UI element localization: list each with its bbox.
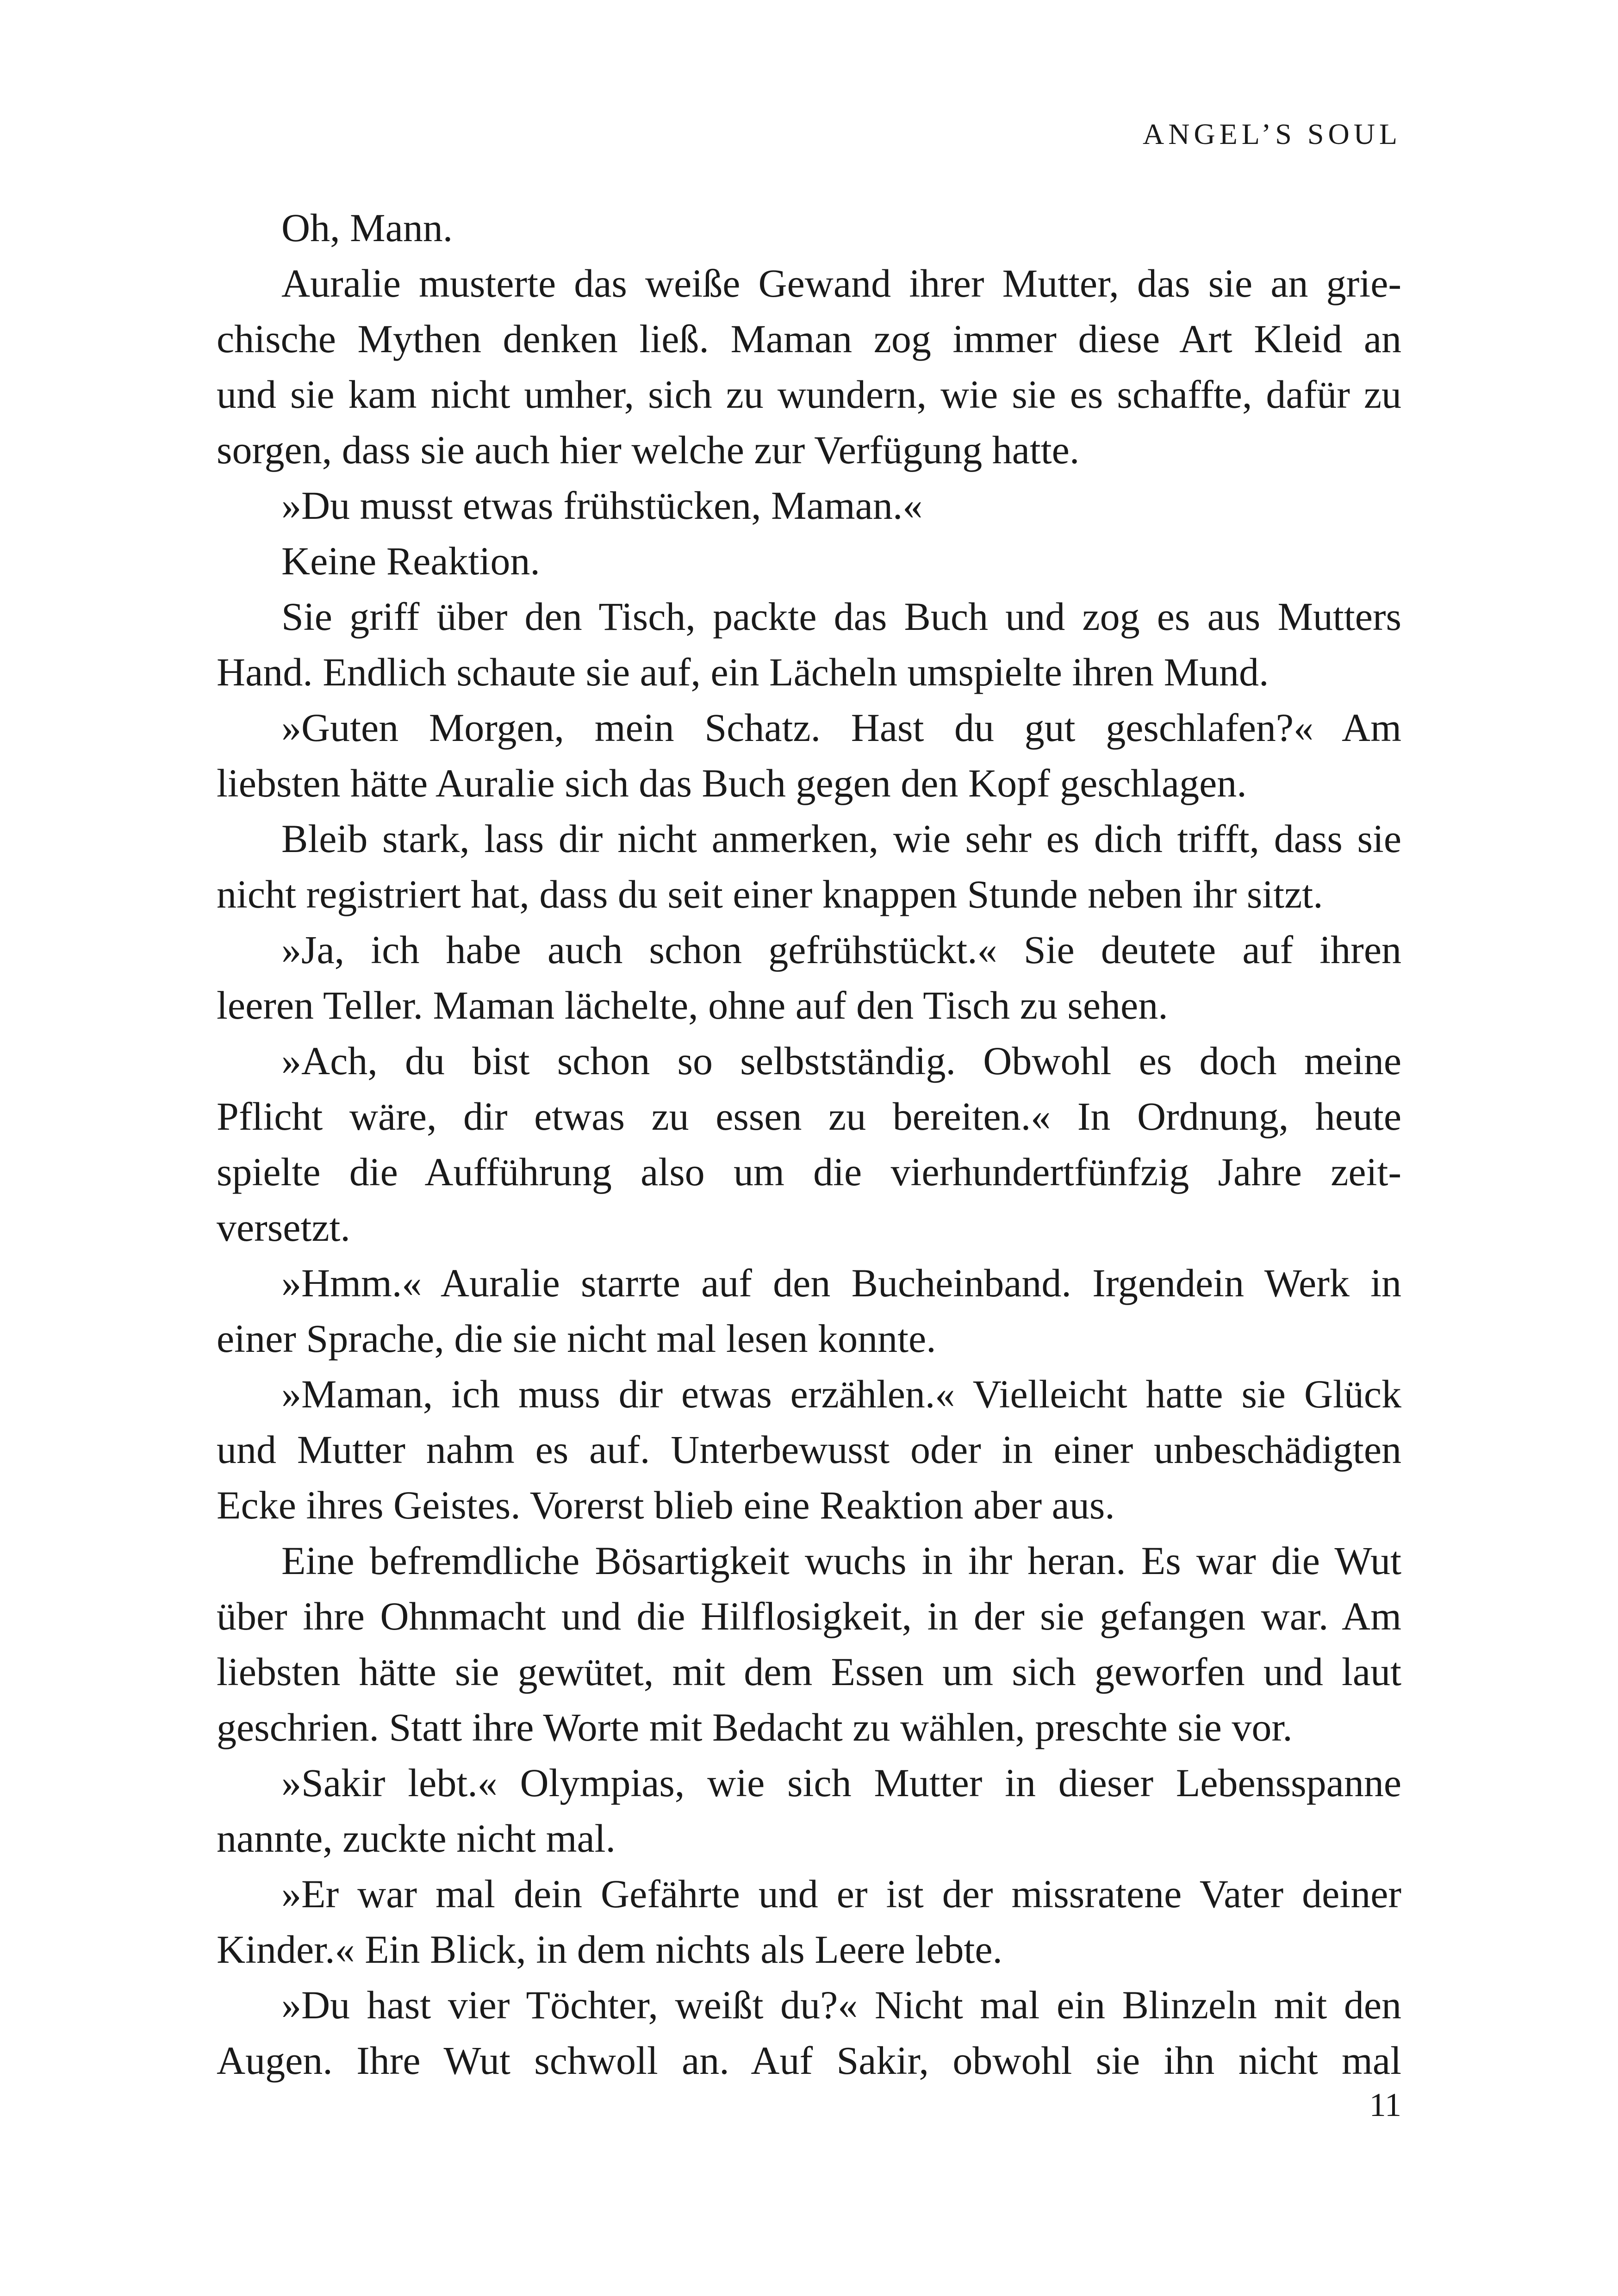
text-line: »Er war mal dein Gefährte und er ist der missratene Vater deiner: [281, 1872, 1401, 1916]
text-line: Pflicht wäre, dir etwas zu essen zu bereiten.« In Ordnung, heute: [217, 1094, 1401, 1139]
text-line: Keine Reaktion.: [281, 539, 540, 583]
text-line: Sie griff über den Tisch, packte das Buch und zog es aus Mutters: [281, 594, 1401, 639]
text-line: über ihre Ohnmacht und die Hilflosigkeit, in der sie gefangen war. Am: [217, 1594, 1401, 1638]
text-line: liebsten hätte sie gewütet, mit dem Essen um sich geworfen und laut: [217, 1649, 1401, 1694]
text-line: »Guten Morgen, mein Schatz. Hast du gut geschlafen?« Am: [281, 705, 1401, 750]
text-line: nannte, zuckte nicht mal.: [217, 1816, 616, 1860]
text-line: und sie kam nicht umher, sich zu wundern, wie sie es schaffte, dafür zu: [217, 372, 1401, 417]
text-line: Hand. Endlich schaute sie auf, ein Lächeln umspielte ihren Mund.: [217, 650, 1269, 694]
text-line: Bleib stark, lass dir nicht anmerken, wie sehr es dich trifft, dass sie: [281, 816, 1401, 861]
text-line: »Maman, ich muss dir etwas erzählen.« Vielleicht hatte sie Glück: [281, 1372, 1401, 1416]
text-line: Augen. Ihre Wut schwoll an. Auf Sakir, obwohl sie ihn nicht mal: [217, 2038, 1401, 2083]
text-line: leeren Teller. Maman lächelte, ohne auf den Tisch zu sehen.: [217, 983, 1168, 1027]
text-line: Ecke ihres Geistes. Vorerst blieb eine Reaktion aber aus.: [217, 1483, 1115, 1527]
text-line: »Hmm.« Auralie starrte auf den Bucheinband. Irgendein Werk in: [281, 1261, 1401, 1305]
text-line: Kinder.« Ein Blick, in dem nichts als Leere lebte.: [217, 1927, 1003, 1972]
text-line: »Ja, ich habe auch schon gefrühstückt.« Sie deutete auf ihren: [281, 927, 1401, 972]
text-line: »Du musst etwas frühstücken, Maman.«: [281, 483, 923, 528]
text-line: Oh, Mann.: [281, 205, 453, 250]
text-line: chische Mythen denken ließ. Maman zog immer diese Art Kleid an: [217, 317, 1401, 361]
text-line: und Mutter nahm es auf. Unterbewusst oder in einer unbeschädigten: [217, 1427, 1401, 1472]
text-line: »Sakir lebt.« Olympias, wie sich Mutter in dieser Lebensspanne: [281, 1761, 1401, 1805]
running-head: ANGEL’S SOUL: [1143, 118, 1401, 150]
text-line: einer Sprache, die sie nicht mal lesen konnte.: [217, 1316, 936, 1361]
text-line: sorgen, dass sie auch hier welche zur Verfügung hatte.: [217, 428, 1080, 472]
text-line: »Ach, du bist schon so selbstständig. Obwohl es doch meine: [281, 1039, 1401, 1083]
text-line: nicht registriert hat, dass du seit einer knappen Stunde neben ihr sitzt.: [217, 872, 1323, 916]
text-line: Auralie musterte das weiße Gewand ihrer Mutter, das sie an grie-: [281, 261, 1401, 305]
text-line: versetzt.: [217, 1205, 350, 1250]
text-line: spielte die Aufführung also um die vierhundertfünfzig Jahre zeit-: [217, 1150, 1401, 1194]
text-line: »Du hast vier Töchter, weißt du?« Nicht mal ein Blinzeln mit den: [281, 1983, 1401, 2027]
text-line: geschrien. Statt ihre Worte mit Bedacht zu wählen, preschte sie vor.: [217, 1705, 1293, 1749]
page-number: 11: [1369, 2086, 1401, 2123]
text-line: liebsten hätte Auralie sich das Buch gegen den Kopf geschlagen.: [217, 761, 1247, 805]
body-text: [217, 200, 1401, 2088]
text-line: Eine befremdliche Bösartigkeit wuchs in ihr heran. Es war die Wut: [281, 1538, 1401, 1583]
